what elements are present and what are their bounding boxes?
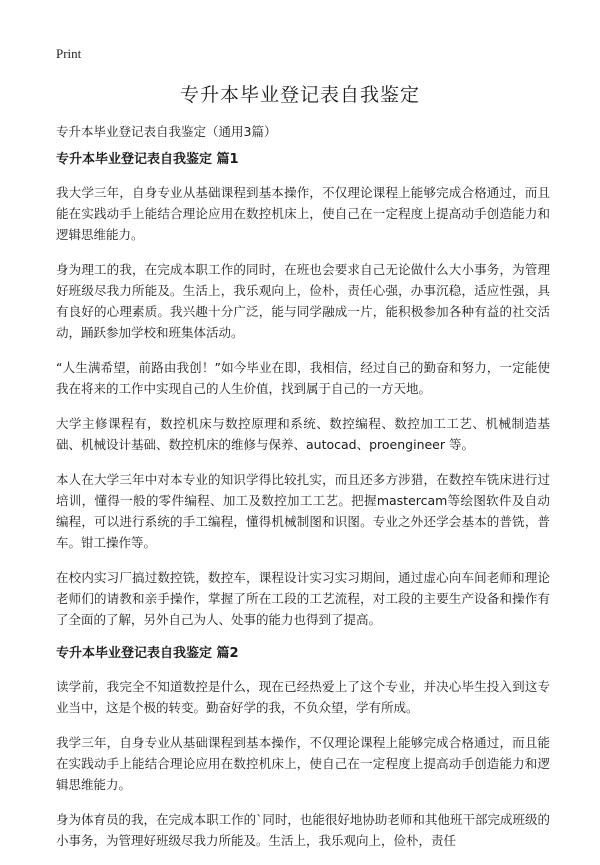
paragraph: 我学三年，自身专业从基础课程到基本操作，不仅理论课程上能够完成合格通过，而且能在实践动手上能结合理论应用在数控机床上，使自己在一定程度上提高动手创造能力和逻辑思维能力。 xyxy=(56,735,550,792)
paragraph: 读学前，我完全不知道数控是什么，现在已经热爱上了这个专业，并决心毕生投入到这专业当中，这是个极的转变。勤奋好学的我，不负众望，学有所成。 xyxy=(56,679,550,715)
document-subtitle: 专升本毕业登记表自我鉴定（通用3篇） xyxy=(56,124,277,139)
paragraph: 身为理工的我，在完成本职工作的同时，在班也会要求自己无论做什么大小事务，为管理好班级尽我力所能及。生活上，我乐观向上，俭朴，责任心强，办事沉稳，适应性强，具有良好的心理素质。我兴趣十分广泛，能与同学融成一片，能积极参加各种有益的社交活动，踊跃参加学校和班集体活动。 xyxy=(56,262,550,340)
print-link[interactable]: Print xyxy=(56,46,82,61)
paragraph: 本人在大学三年中对本专业的知识学得比较扎实，而且还多方涉猎，在数控车铣床进行过培训，懂得一般的零件编程、加工及数控加工工艺。把握mastercam等绘图软件及自动编程，可以进行系统的手工编程，懂得机械制图和识图。专业之外还学会基本的普铣，普车。钳工操作等。 xyxy=(56,472,550,550)
section-2 xyxy=(56,644,550,851)
document-body xyxy=(56,150,550,865)
section-1 xyxy=(56,150,550,630)
paragraph: 大学主修课程有，数控机床与数控原理和系统、数控编程、数控加工工艺、机械制造基础、机械设计基础、数控机床的维修与保养、autocad、proengineer 等。 xyxy=(56,416,550,452)
section-heading: 专升本毕业登记表自我鉴定 篇1 xyxy=(56,152,239,167)
page-title: 专升本毕业登记表自我鉴定 xyxy=(179,84,420,106)
paragraph: 身为体育员的我，在完成本职工作的`同时，也能很好地协助老师和其他班干部完成班级的小事务，为管理好班级尽我力所能及。生活上，我乐观向上，俭朴，责任 xyxy=(56,812,550,848)
paragraph: 我大学三年，自身专业从基础课程到基本操作，不仅理论课程上能够完成合格通过，而且能在实践动手上能结合理论应用在数控机床上，使自己在一定程度上提高动手创造能力和逻辑思维能力。 xyxy=(56,185,550,242)
paragraph: 在校内实习厂搞过数控铣，数控车，课程设计实习实习期间，通过虚心向车间老师和理论老师们的请教和亲手操作，掌握了所在工段的工艺流程，对工段的主要生产设备和操作有了全面的了解，另外自己为人、处事的能力也得到了提高。 xyxy=(56,570,550,627)
paragraph: “人生满希望，前路由我创！”如今毕业在即，我相信，经过自己的勤奋和努力，一定能使我在将来的工作中实现自己的人生价值，找到属于自己的一方天地。 xyxy=(56,360,550,396)
section-heading: 专升本毕业登记表自我鉴定 篇2 xyxy=(56,646,239,661)
